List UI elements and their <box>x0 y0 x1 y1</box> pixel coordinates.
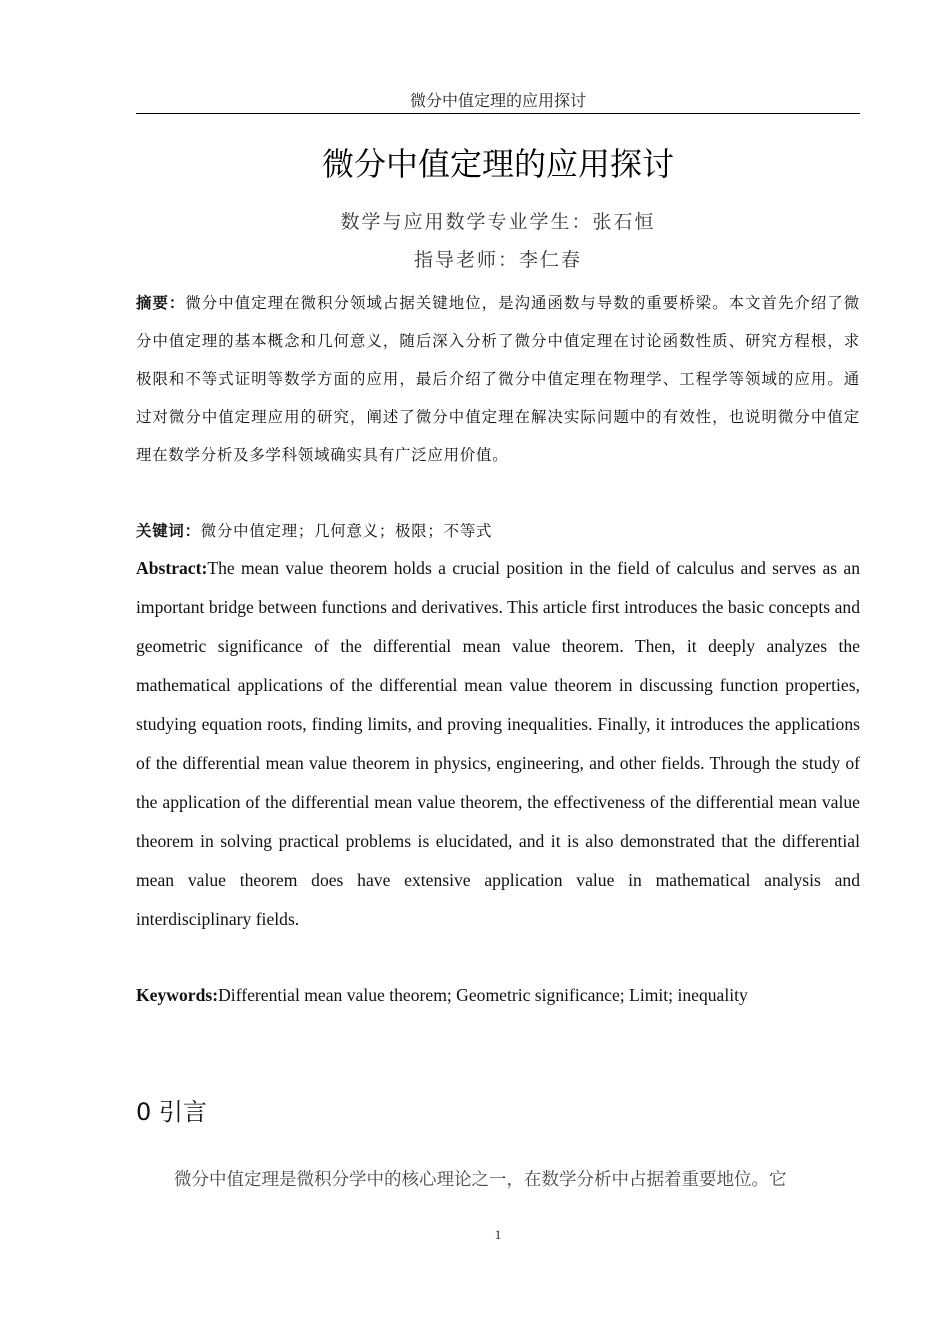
header-divider <box>136 113 860 114</box>
introduction-paragraph: 微分中值定理是微积分学中的核心理论之一，在数学分析中占据着重要地位。它 <box>174 1170 787 1190</box>
abstract-english-label: Abstract: <box>136 558 208 578</box>
keywords-english <box>136 976 860 1015</box>
section-heading-introduction: 0 引言 <box>136 1098 207 1126</box>
paper-title: 微分中值定理的应用探讨 <box>321 145 674 183</box>
abstract-chinese <box>136 284 860 474</box>
keywords-english-label: Keywords: <box>136 985 219 1005</box>
running-header: 微分中值定理的应用探讨 <box>409 91 586 110</box>
keywords-chinese <box>136 514 860 548</box>
advisor-line: 指导老师：李仁春 <box>413 249 582 271</box>
abstract-english-text: The mean value theorem holds a crucial position in the field of calculus and serves as an important bridge between functions and derivatives. This article first introduces the basic concepts and geometric significance of the differential mean value theorem. Then, it deeply analyzes the mathematical applications of the differential mean value theorem in discussing function properties, studying equation roots, finding limits, and proving inequalities. Finally, it introduces the applications of the differential mean value theorem in physics, engineering, and other fields. Through the study of the application of the differential mean value theorem, the effectiveness of the differential mean value theorem in solving practical problems is elucidated, and it is also demonstrated that the differential mean value theorem does have extensive application value in mathematical analysis and interdisciplinary fields. <box>136 558 860 929</box>
page-number: 1 <box>494 1227 502 1242</box>
abstract-chinese-label: 摘要： <box>136 294 186 312</box>
keywords-english-text: Differential mean value theorem; Geometric significance; Limit; inequality <box>218 985 748 1005</box>
keywords-chinese-label: 关键词： <box>136 522 201 540</box>
abstract-chinese-text: 微分中值定理在微积分领域占据关键地位，是沟通函数与导数的重要桥梁。本文首先介绍了微分中值定理的基本概念和几何意义，随后深入分析了微分中值定理在讨论函数性质、研究方程根，求极限和不等式证明等数学方面的应用，最后介绍了微分中值定理在物理学、工程学等领域的应用。通过对微分中值定理应用的研究，阐述了微分中值定理在解决实际问题中的有效性，也说明微分中值定理在数学分析及多学科领域确实具有广泛应用价值。 <box>136 294 860 464</box>
author-line: 数学与应用数学专业学生：张石恒 <box>340 211 656 233</box>
keywords-chinese-text: 微分中值定理；几何意义；极限；不等式 <box>200 522 493 540</box>
abstract-english <box>136 549 860 939</box>
